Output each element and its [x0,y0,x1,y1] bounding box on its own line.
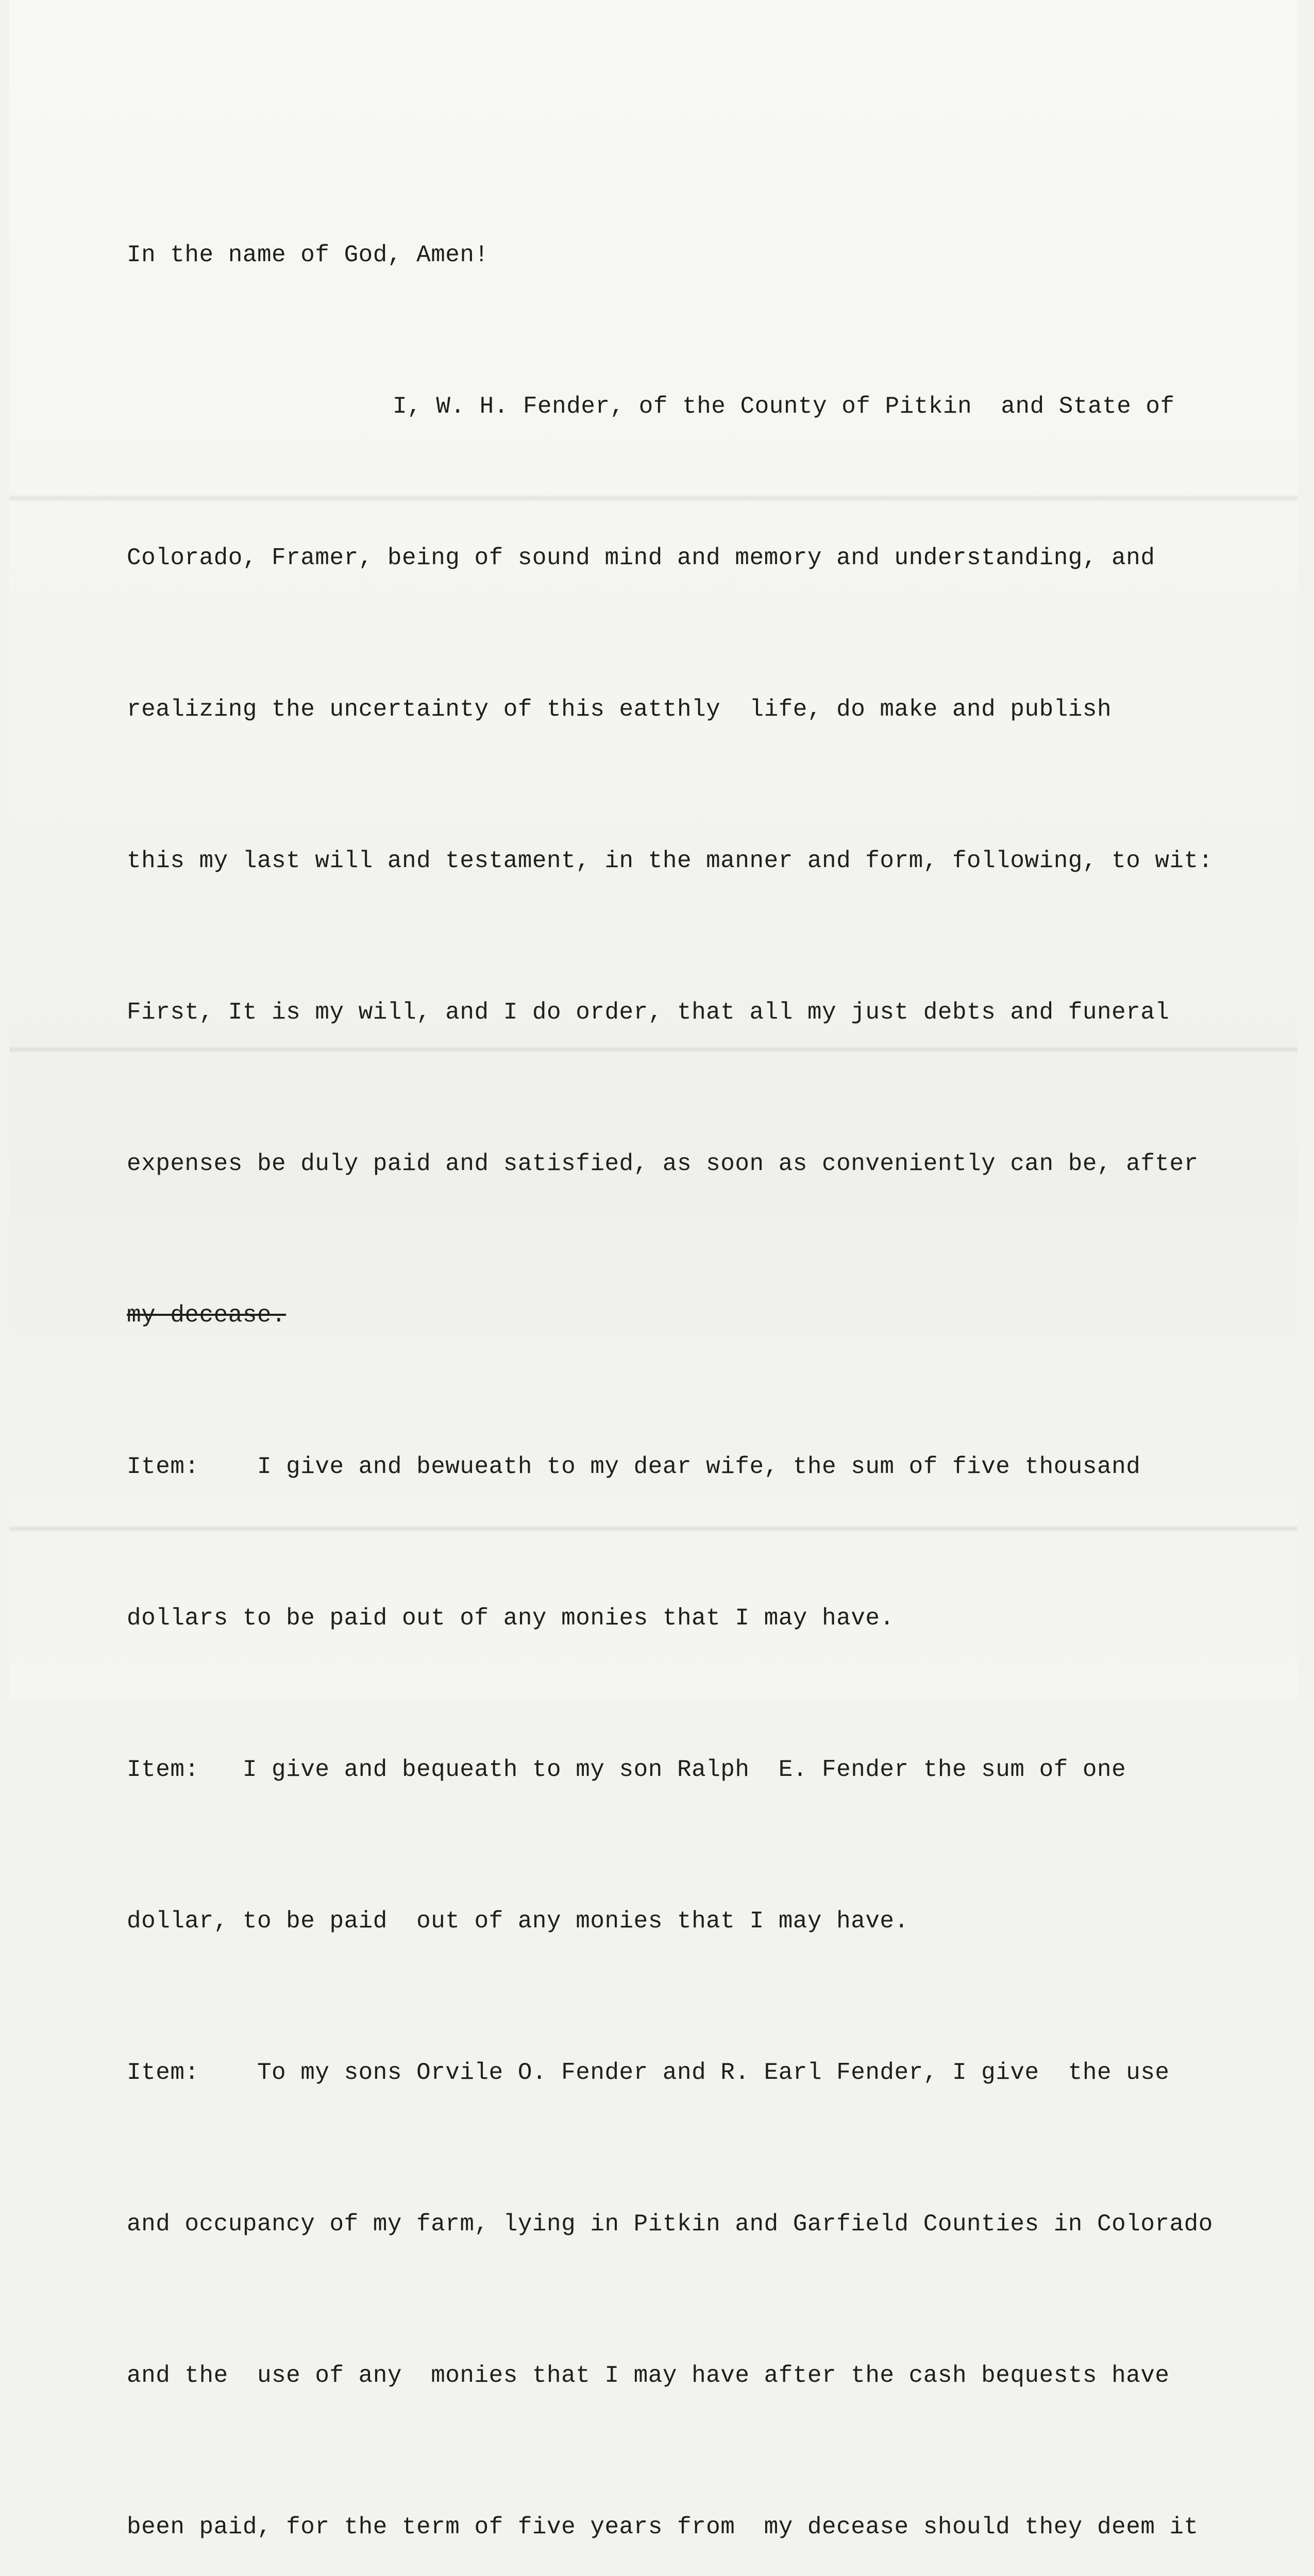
text-line: Colorado, Framer, being of sound mind and memory and understanding, and [127,545,1155,571]
text-line: realizing the uncertainty of this eatthly life, do make and publish [127,696,1112,723]
text-line: I, W. H. Fender, of the County of Pitkin and State of [393,393,1175,420]
text-line: In the name of God, Amen! [127,242,489,268]
text-line: been paid, for the term of five years from my decease should they deem it [127,2514,1199,2540]
text-line: and the use of any monies that I may have after the cash bequests have [127,2362,1170,2389]
text-line: my decease. [127,1302,287,1329]
document-page [9,0,1298,2540]
text-line: this my last will and testament, in the manner and form, following, to wit: [127,848,1213,874]
text-line: First, It is my will, and I do order, that all my just debts and funeral [127,999,1170,1026]
text-line: Item: I give and bequeath to my son Ralph E. Fender the sum of one [127,1756,1126,1783]
text-line: expenses be duly paid and satisfied, as soon as conveniently can be, after [127,1150,1199,1177]
text-line: dollars to be paid out of any monies that I may have. [127,1605,895,1632]
text-line: and occupancy of my farm, lying in Pitkin and Garfield Counties in Colorado [127,2211,1213,2238]
text-line: Item: I give and bewueath to my dear wife, the sum of five thousand [127,1453,1141,1480]
text-line: dollar, to be paid out of any monies that I may have. [127,1908,909,1935]
text-line: Item: To my sons Orvile O. Fender and R. Earl Fender, I give the use [127,2059,1170,2086]
will-text [127,129,1286,2576]
